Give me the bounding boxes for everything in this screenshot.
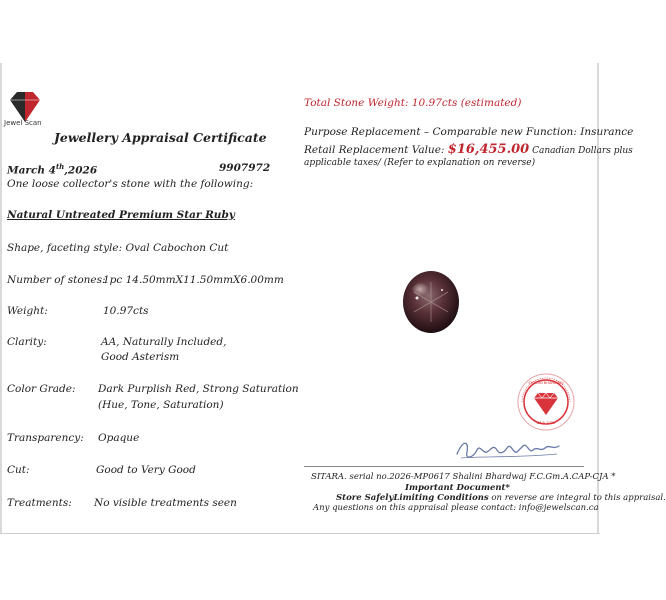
weight-value: 10.97cts: [103, 305, 149, 317]
retail-amount: $16,455.00: [447, 142, 530, 157]
clarity-value-line1: AA, Naturally Included,: [101, 336, 227, 348]
footer-serial: SITARA. serial no.2026-MP0617 Shalini Bhardwaj F.C.Gm.A.CAP-CJA *: [311, 472, 616, 482]
appraiser-seal-icon: [516, 372, 576, 434]
color-grade-value-line2: (Hue, Tone, Saturation): [98, 399, 224, 411]
signature-line: [304, 466, 584, 467]
number-of-stones-value: 1pc 14.50mmX11.50mmX6.00mm: [103, 274, 284, 286]
logo-text: Jewel Scan: [4, 119, 42, 127]
seal-inner-text: CAJA 2025: [536, 421, 556, 425]
star-ruby-gemstone-image: [402, 270, 460, 334]
treatments-value: No visible treatments seen: [94, 497, 237, 509]
clarity-label: Clarity:: [7, 336, 47, 348]
cut-value: Good to Very Good: [96, 464, 196, 476]
footer-contact: Any questions on this appraisal please contact: info@jewelscan.ca: [313, 503, 599, 513]
transparency-value: Opaque: [98, 432, 140, 444]
certificate-date: March 4th,2026: [7, 162, 98, 177]
certificate-title: Jewellery Appraisal Certificate: [54, 130, 267, 145]
intro-text: One loose collector's stone with the following:: [7, 178, 254, 190]
stone-name: Natural Untreated Premium Star Ruby: [7, 209, 235, 221]
cut-label: Cut:: [7, 464, 30, 476]
purpose-line: Purpose Replacement – Comparable new Function: Insurance: [304, 126, 634, 138]
total-stone-weight: Total Stone Weight: 10.97cts (estimated): [304, 97, 522, 109]
clarity-value-line2: Good Asterism: [101, 351, 180, 363]
retail-note: applicable taxes/ (Refer to explanation on reverse): [304, 158, 536, 168]
bottom-border: [0, 533, 600, 534]
footer-important: Important Document*: [405, 483, 510, 493]
certificate-number: 9907972: [219, 162, 271, 174]
retail-replacement-value: Retail Replacement Value: $16,455.00 Canadian Dollars plus: [304, 142, 633, 157]
seal-outer-text: SHALINI BHARDWAJ: [528, 381, 564, 385]
signature-image: [453, 432, 565, 464]
treatments-label: Treatments:: [7, 497, 72, 509]
transparency-label: Transparency:: [7, 432, 84, 444]
number-of-stones-label: Number of stones:: [7, 274, 106, 286]
shape-line: Shape, faceting style: Oval Cabochon Cut: [7, 242, 229, 254]
footer-conditions: Store SafelyLimiting Conditions on reverse are integral to this appraisal.: [336, 493, 666, 503]
color-grade-label: Color Grade:: [7, 383, 76, 395]
weight-label: Weight:: [7, 305, 48, 317]
top-margin: [0, 0, 600, 63]
color-grade-value-line1: Dark Purplish Red, Strong Saturation: [98, 383, 299, 395]
